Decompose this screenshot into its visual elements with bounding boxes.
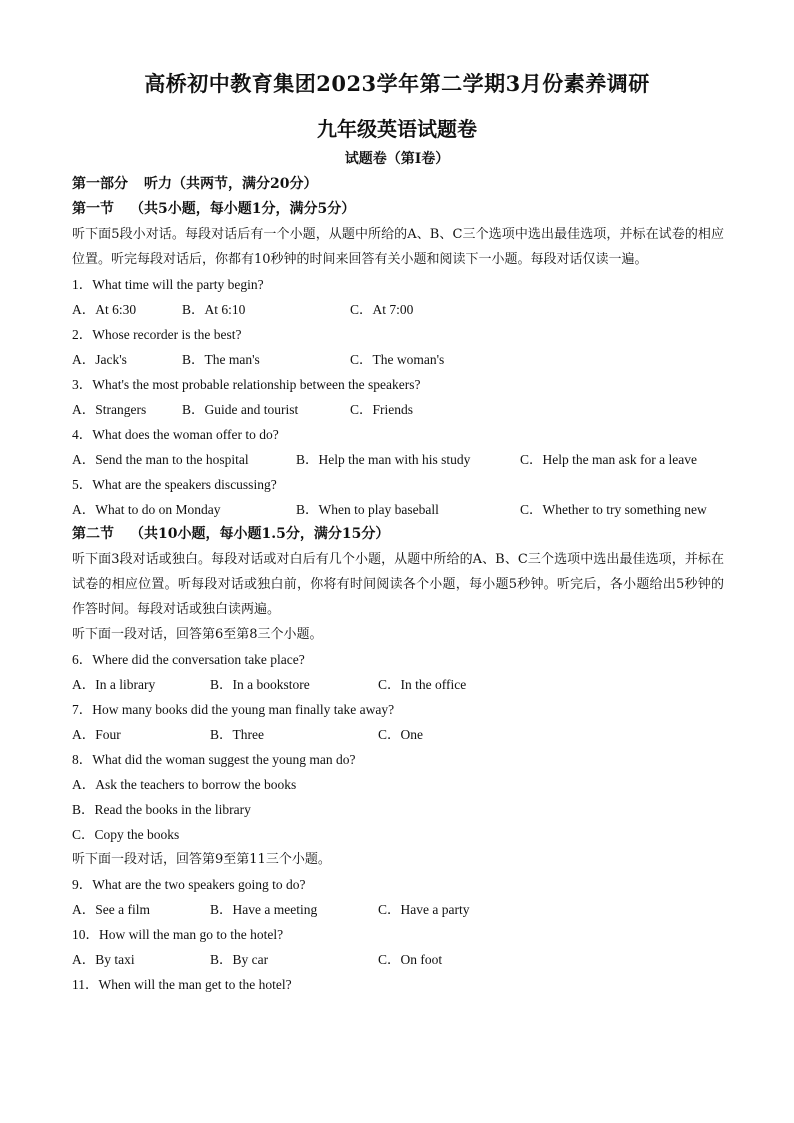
question-10-options [72, 947, 724, 972]
option-c: C．On foot [378, 952, 443, 967]
option-c: C．Friends [350, 402, 414, 417]
option-c: C．Whether to try something new [520, 502, 707, 517]
part1-heading: 第一部分 听力（共两节，满分20分） [72, 176, 318, 192]
option-b: B．Three [210, 727, 264, 742]
option-a: A．By taxi [72, 952, 135, 967]
section2-instructions: 听下面3段对话或独白。每段对话或对白后有几个小题，从题中所给的A、B、C三个选项中选出最佳选项，并标在试卷的相应位置。听每段对话或独白前，你将有时间阅读各个小题，每小题5秒钟。听完后，各小题给出5秒钟的作答时间。每段对话或独白读两遍。 [72, 552, 724, 617]
question-5-options [72, 497, 724, 522]
option-b: B．By car [210, 952, 269, 967]
option-a: A．Four [72, 727, 121, 742]
question-2-options [72, 347, 724, 372]
question-1: 1．What time will the party begin? [72, 277, 264, 292]
option-a: A．At 6:30 [72, 302, 137, 317]
option-a: A．Send the man to the hospital [72, 452, 249, 467]
question-4-options [72, 447, 724, 472]
option-c: C．One [378, 727, 423, 742]
question-8: 8．What did the woman suggest the young man do? [72, 752, 356, 767]
option-b: B．Have a meeting [210, 902, 318, 917]
dialogue-lead-2: 听下面一段对话，回答第9至第11三个小题。 [72, 852, 331, 867]
question-10: 10．How will the man go to the hotel? [72, 927, 284, 942]
option-c: C．At 7:00 [350, 302, 414, 317]
exam-subtitle: 九年级英语试题卷 [317, 117, 477, 141]
question-9-options [72, 897, 724, 922]
option-c: C．In the office [378, 677, 467, 692]
question-3: 3．What's the most probable relationship between the speakers? [72, 377, 421, 392]
option-b: B．Help the man with his study [296, 452, 471, 467]
question-7-options [72, 722, 724, 747]
option-b: B．The man's [182, 352, 260, 367]
option-a: A．Strangers [72, 402, 147, 417]
option-c: C．Have a party [378, 902, 470, 917]
option-a: A．What to do on Monday [72, 502, 221, 517]
option-b: B．At 6:10 [182, 302, 246, 317]
paper-label: 试题卷（第Ⅰ卷） [344, 151, 450, 167]
section2-heading: 第二节 （共10小题，每小题1.5分，满分15分） [72, 526, 390, 542]
option-a: A．See a film [72, 902, 150, 917]
option-a: A．Jack's [72, 352, 127, 367]
question-4: 4．What does the woman offer to do? [72, 427, 279, 442]
exam-content [72, 172, 724, 997]
question-2: 2．Whose recorder is the best? [72, 327, 242, 342]
option-c: C．The woman's [350, 352, 445, 367]
question-6: 6．Where did the conversation take place? [72, 652, 305, 667]
option-b: B．In a bookstore [210, 677, 310, 692]
question-7: 7．How many books did the young man finally take away? [72, 702, 395, 717]
question-8-option-a: A．Ask the teachers to borrow the books [72, 777, 297, 792]
question-1-options [72, 297, 724, 322]
question-5: 5．What are the speakers discussing? [72, 477, 277, 492]
question-6-options [72, 672, 724, 697]
question-9: 9．What are the two speakers going to do? [72, 877, 306, 892]
option-b: B．Guide and tourist [182, 402, 299, 417]
dialogue-lead-1: 听下面一段对话，回答第6至第8三个小题。 [72, 627, 323, 642]
option-c: C．Help the man ask for a leave [520, 452, 697, 467]
question-3-options [72, 397, 724, 422]
question-8-option-b: B．Read the books in the library [72, 802, 251, 817]
option-a: A．In a library [72, 677, 156, 692]
section1-heading: 第一节 （共5小题，每小题1分，满分5分） [72, 201, 356, 217]
exam-title: 高桥初中教育集团2023学年第二学期3月份素养调研 [144, 71, 650, 96]
option-b: B．When to play baseball [296, 502, 439, 517]
question-11: 11．When will the man get to the hotel? [72, 977, 292, 992]
question-8-option-c: C．Copy the books [72, 827, 180, 842]
section1-instructions: 听下面5段小对话。每段对话后有一个小题，从题中所给的A、B、C三个选项中选出最佳选项，并标在试卷的相应位置。听完每段对话后，你都有10秒钟的时间来回答有关小题和阅读下一小题。每段对话仅读一遍。 [72, 227, 724, 267]
